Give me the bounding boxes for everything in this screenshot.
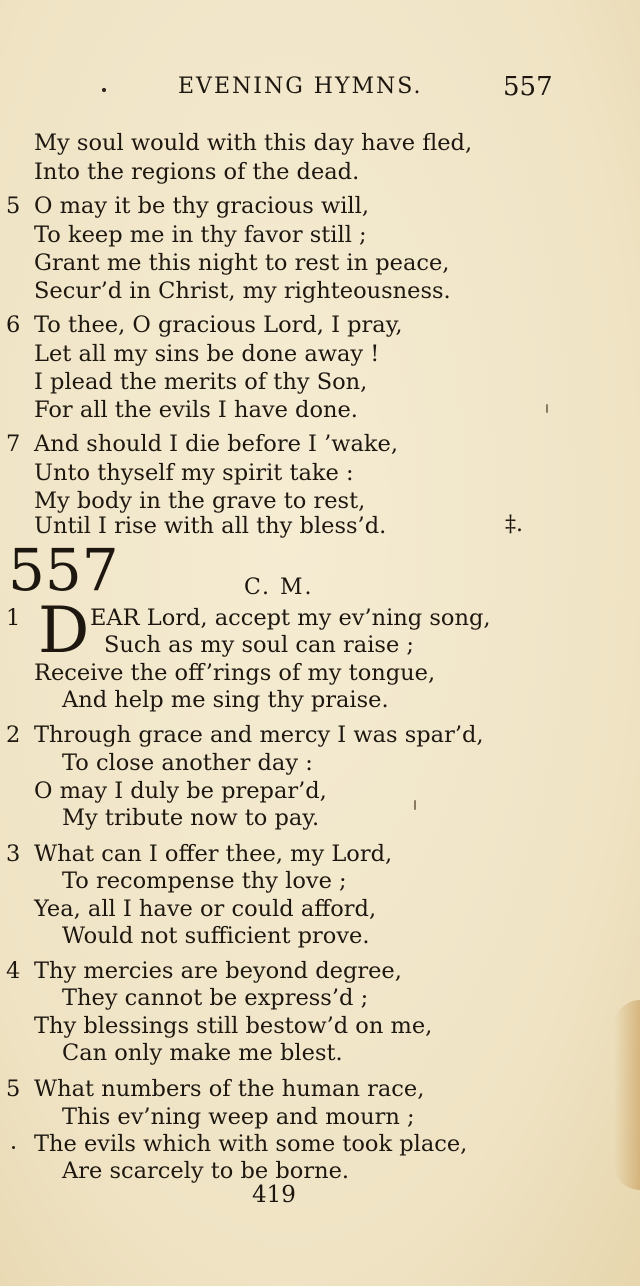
verse-line: I plead the merits of thy Son, <box>34 369 368 395</box>
drop-cap: D <box>38 594 90 668</box>
verse-line: What numbers of the human race, <box>34 1076 425 1102</box>
verse-line: This ev’ning weep and mourn ; <box>62 1104 415 1130</box>
verse-line: Can only make me blest. <box>62 1040 343 1066</box>
verse-line: They cannot be express’d ; <box>62 985 369 1011</box>
verse-line: And help me sing thy praise. <box>62 687 389 713</box>
verse-line: Would not sufficient prove. <box>62 923 370 949</box>
running-title: EVENING HYMNS. <box>178 74 423 99</box>
verse-line: Receive the off’rings of my tongue, <box>34 660 436 686</box>
verse-number: 7 <box>6 431 21 457</box>
printer-mark: ‡. <box>505 512 523 537</box>
ink-speck <box>12 1146 15 1149</box>
verse-line: Grant me this night to rest in peace, <box>34 250 450 276</box>
verse-line: Thy mercies are beyond degree, <box>34 958 402 984</box>
paper-stain <box>614 1000 640 1190</box>
verse-line: Until I rise with all thy bless’d. <box>34 513 387 539</box>
verse-line: The evils which with some took place, <box>34 1131 468 1157</box>
verse-line: My soul would with this day have fled, <box>34 130 473 156</box>
verse-number: 2 <box>6 722 21 748</box>
verse-line: For all the evils I have done. <box>34 397 358 423</box>
ornament-dot <box>102 88 106 92</box>
ink-speck <box>546 404 548 413</box>
running-page-number: 557 <box>503 72 553 102</box>
verse-line: O may it be thy gracious will, <box>34 193 369 219</box>
verse-number: 1 <box>6 605 21 631</box>
verse-line: Through grace and mercy I was spar’d, <box>34 722 484 748</box>
verse-line: To close another day : <box>62 750 313 776</box>
verse-line: My tribute now to pay. <box>62 805 320 831</box>
verse-line: To keep me in thy favor still ; <box>34 222 367 248</box>
folio-number: 419 <box>252 1182 296 1208</box>
verse-line: Into the regions of the dead. <box>34 159 360 185</box>
verse-line: Unto thyself my spirit take : <box>34 460 354 486</box>
verse-line: Are scarcely to be borne. <box>62 1158 350 1184</box>
verse-number: 3 <box>6 841 21 867</box>
hymn-number: 557 <box>8 536 119 604</box>
verse-line: Such as my soul can raise ; <box>104 632 415 658</box>
verse-line: What can I offer thee, my Lord, <box>34 841 393 867</box>
verse-number: 6 <box>6 312 21 338</box>
running-head <box>0 72 640 108</box>
verse-line: EAR Lord, accept my ev’ning song, <box>90 605 491 631</box>
verse-line: To thee, O gracious Lord, I pray, <box>34 312 403 338</box>
verse-line: Let all my sins be done away ! <box>34 341 380 367</box>
verse-line: My body in the grave to rest, <box>34 488 366 514</box>
verse-line: O may I duly be prepar’d, <box>34 778 327 804</box>
verse-line: To recompense thy love ; <box>62 868 347 894</box>
verse-line: And should I die before I ’wake, <box>34 431 399 457</box>
verse-line: Thy blessings still bestow’d on me, <box>34 1013 433 1039</box>
ink-speck <box>414 800 416 810</box>
verse-number: 5 <box>6 193 21 219</box>
verse-number: 5 <box>6 1076 21 1102</box>
verse-line: Secur’d in Christ, my righteousness. <box>34 278 451 304</box>
hymn-meter: C. M. <box>244 575 314 600</box>
verse-number: 4 <box>6 958 21 984</box>
verse-line: Yea, all I have or could afford, <box>34 896 377 922</box>
